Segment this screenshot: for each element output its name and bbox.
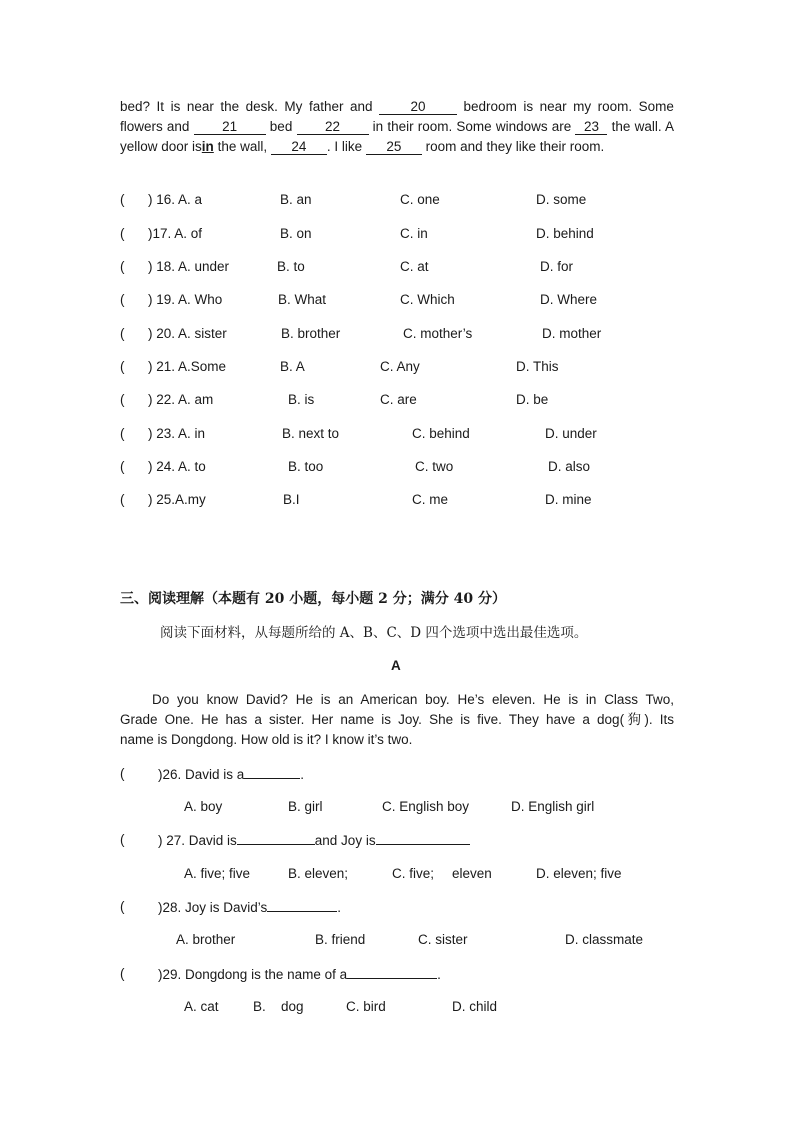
- option-c: C. in: [400, 226, 428, 241]
- underlined-word-in: in: [201, 139, 214, 154]
- option-c: C. five;: [392, 866, 435, 881]
- option-d: D. This: [516, 359, 559, 374]
- option-c: C. Which: [400, 292, 455, 307]
- answer-paren[interactable]: (: [120, 259, 125, 274]
- blank-21: 21: [194, 119, 266, 135]
- blank-22: 22: [297, 119, 369, 135]
- cloze-text: Some flowers and: [120, 99, 674, 134]
- option-c: C. English boy: [382, 799, 470, 814]
- question-stem: [158, 897, 341, 918]
- stem-text: )29. Dongdong is the name of a: [158, 967, 348, 982]
- option-d: D. be: [516, 392, 549, 407]
- passage-line: name is Dongdong. How old is it? I know it’s two.: [120, 732, 413, 747]
- option-a: ) 16. A. a: [148, 192, 203, 207]
- option-c-second: eleven: [452, 866, 492, 881]
- option-c: C. mother’s: [403, 326, 473, 341]
- option-a: ) 25.A.my: [148, 492, 206, 507]
- stem-text: ) 27. David is: [158, 833, 237, 848]
- option-c: C. behind: [412, 426, 470, 441]
- answer-paren[interactable]: (: [120, 966, 125, 981]
- option-b: B. A: [280, 359, 305, 374]
- blank-25: 25: [366, 139, 422, 155]
- option-d: D. eleven; five: [536, 866, 622, 881]
- option-b-second: dog: [281, 999, 304, 1014]
- option-b: B. to: [277, 259, 305, 274]
- option-c: C. are: [380, 392, 417, 407]
- answer-paren[interactable]: (: [120, 326, 125, 341]
- stem-text: .: [337, 900, 342, 915]
- option-d: D. child: [452, 999, 498, 1014]
- answer-blank[interactable]: [347, 964, 437, 979]
- reading-passage: [120, 690, 674, 750]
- cloze-text: room and they like their room.: [425, 139, 605, 154]
- option-b: B. too: [288, 459, 324, 474]
- option-b: B. girl: [288, 799, 323, 814]
- option-d: D. behind: [536, 226, 594, 241]
- option-a: ) 22. A. am: [148, 392, 214, 407]
- answer-paren[interactable]: (: [120, 192, 125, 207]
- blank-23: 23: [575, 119, 607, 135]
- blank-20: 20: [379, 99, 457, 115]
- option-d: D. for: [540, 259, 574, 274]
- cloze-text: bed? It is near the desk. My father and: [120, 99, 373, 114]
- passage-line: Do you know David? He is an American boy. He’s eleven. He is in Class Two,: [152, 692, 674, 707]
- option-a: A. five; five: [184, 866, 251, 881]
- question-stem: [158, 830, 470, 851]
- option-b: B.: [253, 999, 266, 1014]
- cloze-text: in their room. Some windows are: [372, 119, 572, 134]
- option-a: ) 18. A. under: [148, 259, 230, 274]
- cloze-text: bedroom is near my room.: [463, 99, 633, 114]
- passage-line: Grade One. He has a sister. Her name is Joy. She is five. They have a dog(狗). Its: [120, 712, 674, 727]
- part-label: A: [391, 658, 401, 673]
- option-d: D. classmate: [565, 932, 644, 947]
- option-b: B. on: [280, 226, 312, 241]
- option-c: C. bird: [346, 999, 386, 1014]
- stem-text: )26. David is a: [158, 767, 245, 782]
- answer-paren[interactable]: (: [120, 292, 125, 307]
- option-d: D. Where: [540, 292, 598, 307]
- answer-paren[interactable]: (: [120, 492, 125, 507]
- question-stem: [158, 764, 304, 785]
- option-a: )17. A. of: [148, 226, 203, 241]
- option-a: A. cat: [184, 999, 219, 1014]
- option-a: ) 20. A. sister: [148, 326, 227, 341]
- option-b: B. is: [288, 392, 315, 407]
- question-stem: [158, 964, 441, 985]
- answer-blank[interactable]: [237, 830, 315, 845]
- option-d: D. mother: [542, 326, 602, 341]
- answer-paren[interactable]: (: [120, 226, 125, 241]
- option-b: B. an: [280, 192, 312, 207]
- option-a: A. boy: [184, 799, 223, 814]
- option-d: D. mine: [545, 492, 592, 507]
- answer-blank[interactable]: [376, 830, 470, 845]
- answer-blank[interactable]: [244, 764, 300, 779]
- section-instruction: 阅读下面材料，从每题所给的 A、B、C、D 四个选项中选出最佳选项。: [160, 625, 588, 641]
- answer-paren[interactable]: (: [120, 359, 125, 374]
- option-d: D. English girl: [511, 799, 595, 814]
- cloze-text: the wall,: [217, 139, 268, 154]
- option-c: C. one: [400, 192, 440, 207]
- option-c: C. me: [412, 492, 449, 507]
- option-a: ) 21. A.Some: [148, 359, 227, 374]
- option-d: D. under: [545, 426, 597, 441]
- option-a: ) 24. A. to: [148, 459, 206, 474]
- option-a: ) 23. A. in: [148, 426, 206, 441]
- answer-paren[interactable]: (: [120, 426, 125, 441]
- option-d: D. some: [536, 192, 587, 207]
- option-b: B. eleven;: [288, 866, 349, 881]
- answer-paren[interactable]: (: [120, 899, 125, 914]
- option-a: A. brother: [176, 932, 236, 947]
- option-b: B. next to: [282, 426, 340, 441]
- answer-paren[interactable]: (: [120, 392, 125, 407]
- option-c: C. two: [415, 459, 454, 474]
- option-d: D. also: [548, 459, 591, 474]
- blank-24: 24: [271, 139, 327, 155]
- option-b: B. What: [278, 292, 327, 307]
- option-b: B. brother: [281, 326, 341, 341]
- cloze-text: . I like: [326, 139, 363, 154]
- option-b: B. friend: [315, 932, 366, 947]
- answer-paren[interactable]: (: [120, 832, 125, 847]
- cloze-text: the wall. A yellow door is: [120, 119, 674, 154]
- cloze-passage: [120, 97, 674, 157]
- option-c: C. Any: [380, 359, 420, 374]
- section-heading: 三、阅读理解（本题有 20 小题，每小题 2 分；满分 40 分）: [120, 591, 506, 607]
- stem-text: and Joy is: [314, 833, 376, 848]
- option-c: C. at: [400, 259, 429, 274]
- stem-text: )28. Joy is David’s: [158, 900, 268, 915]
- answer-paren[interactable]: (: [120, 459, 125, 474]
- answer-blank[interactable]: [267, 897, 337, 912]
- answer-paren[interactable]: (: [120, 766, 125, 781]
- option-a: ) 19. A. Who: [148, 292, 223, 307]
- cloze-text: bed: [269, 119, 293, 134]
- stem-text: .: [437, 967, 441, 982]
- stem-text: .: [300, 767, 305, 782]
- option-c: C. sister: [418, 932, 468, 947]
- option-b: B.I: [283, 492, 300, 507]
